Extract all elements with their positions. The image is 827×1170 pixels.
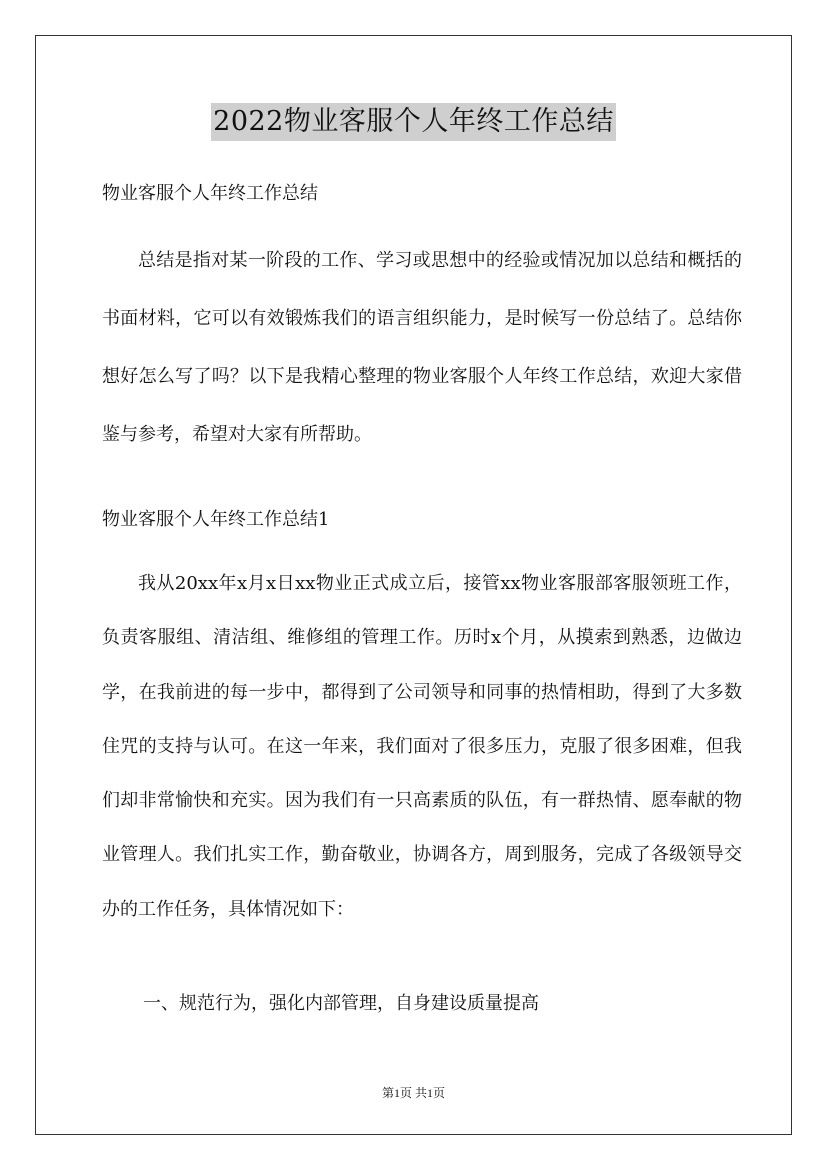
section-body-paragraph: 我从20xx年x月x日xx物业正式成立后，接管xx物业客服部客服领班工作，负责客服组、清洁组、维修组的管理工作。历时x个月，从摸索到熟悉，边做边学，在我前进的每一步中，都得到了公司领导和同事的热情相助，得到了大多数住咒的支持与认可。在这一年来，我们面对了很多压力，克服了很多困难，但我们却非常愉快和充实。因为我们有一只高素质的队伍，有一群热情、愿奉献的物业管理人。我们扎实工作，勤奋敬业，协调各方，周到服务，完成了各级领导交办的工作任务，具体情况如下：: [102, 573, 742, 920]
section-heading: 物业客服个人年终工作总结1: [102, 509, 330, 530]
subsection-heading: 一、规范行为，强化内部管理，自身建设质量提高: [143, 993, 539, 1014]
title-container: [0, 103, 827, 141]
intro-paragraph: 总结是指对某一阶段的工作、学习或思想中的经验或情况加以总结和概括的书面材料，它可以有效锻炼我们的语言组织能力，是时候写一份总结了。总结你想好怎么写了吗？以下是我精心整理的物业客服个人年终工作总结，欢迎大家借鉴与参考，希望对大家有所帮助。: [102, 250, 742, 445]
document-subtitle: 物业客服个人年终工作总结: [102, 183, 318, 204]
page-footer: 第1页 共1页: [381, 1086, 445, 1100]
document-title: 2022物业客服个人年终工作总结: [211, 103, 616, 141]
